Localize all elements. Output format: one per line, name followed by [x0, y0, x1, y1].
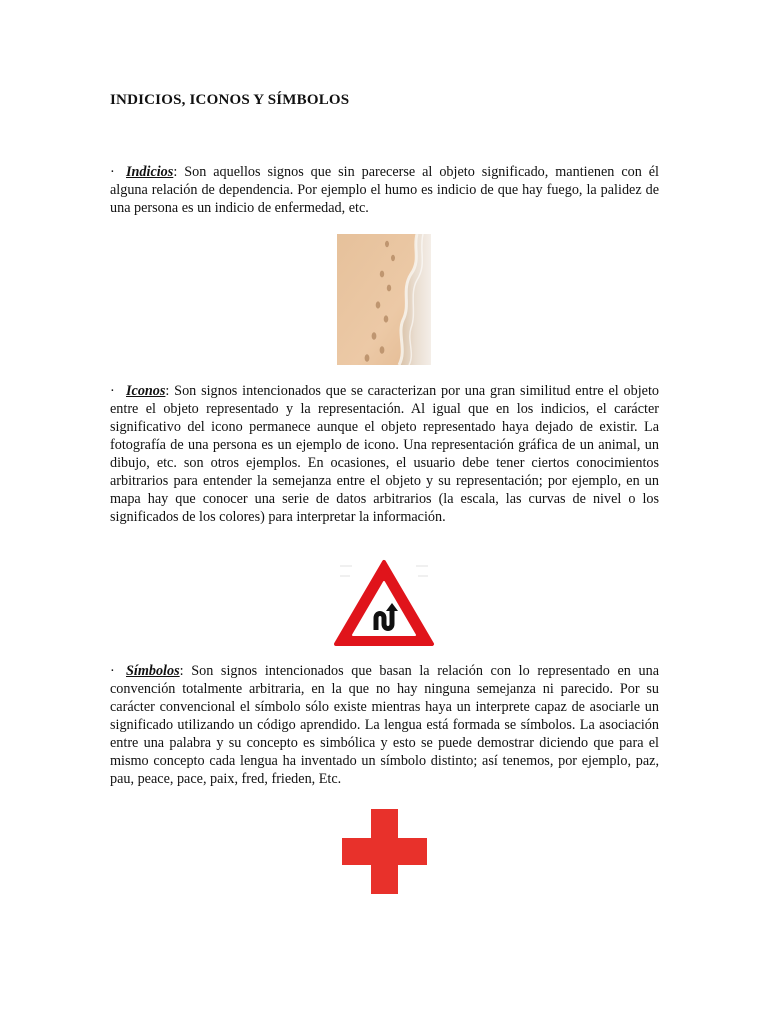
winding-road-sign-icon — [332, 558, 436, 650]
bullet: · — [110, 663, 115, 679]
term-indicios: Indicios — [126, 164, 174, 180]
term-iconos: Iconos — [126, 383, 166, 399]
paragraph-iconos — [110, 382, 659, 526]
red-cross-icon — [342, 809, 427, 894]
term-simbolos: Símbolos — [126, 663, 180, 679]
bullet: · — [110, 383, 115, 399]
paragraph-text: : Son signos intencionados que basan la relación con lo representado en una convención totalmente arbitraria, en la que no hay ninguna semejanza ni parecido. Por su carácter convencional el símbolo sólo existe mientras haya un interprete capaz de asociarle un significado utilizando un código aprendido. La lengua está formada se símbolos. La asociación entre una palabra y su concepto es simbólica y esto se puede demostrar diciendo que para el mismo concepto cada lengua ha inventado un símbolo distinto; así tenemos, por ejemplo, paz, pau, peace, pace, paix, fred, frieden, Etc. — [110, 663, 659, 787]
document-title: INDICIOS, ICONOS Y SÍMBOLOS — [110, 92, 350, 108]
bullet: · — [110, 164, 115, 180]
paragraph-text: : Son aquellos signos que sin parecerse al objeto significado, mantienen con él alguna relación de dependencia. Por ejemplo el humo es indicio de que hay fuego, la palidez de una persona es un indicio de enfermedad, etc. — [110, 164, 659, 216]
red-cross-image — [342, 809, 427, 894]
paragraph-simbolos — [110, 662, 659, 788]
paragraph-text: : Son signos intencionados que se caracterizan por una gran similitud entre el objeto entre el objeto representado y la representación. Al igual que en los indicios, el carácter significativo del icono permanece aunque el objeto representado haya dejado de existir. La fotografía de una persona es un ejemplo de icono. Una representación gráfica de un animal, un dibujo, etc. son otros ejemplos. En ocasiones, el usuario debe tener ciertos conocimientos arbitrarios para entender la semejanza entre el objeto y su representación; por ejemplo, en un mapa hay que conocer una serie de datos arbitrarios (la escala, las curvas de nivel o los significados de los colores) para interpretar la información. — [110, 383, 659, 525]
paragraph-indicios — [110, 163, 659, 217]
warning-sign-image — [332, 558, 436, 650]
footprints-sand-icon — [337, 234, 431, 365]
footprints-sand-image — [337, 234, 431, 365]
